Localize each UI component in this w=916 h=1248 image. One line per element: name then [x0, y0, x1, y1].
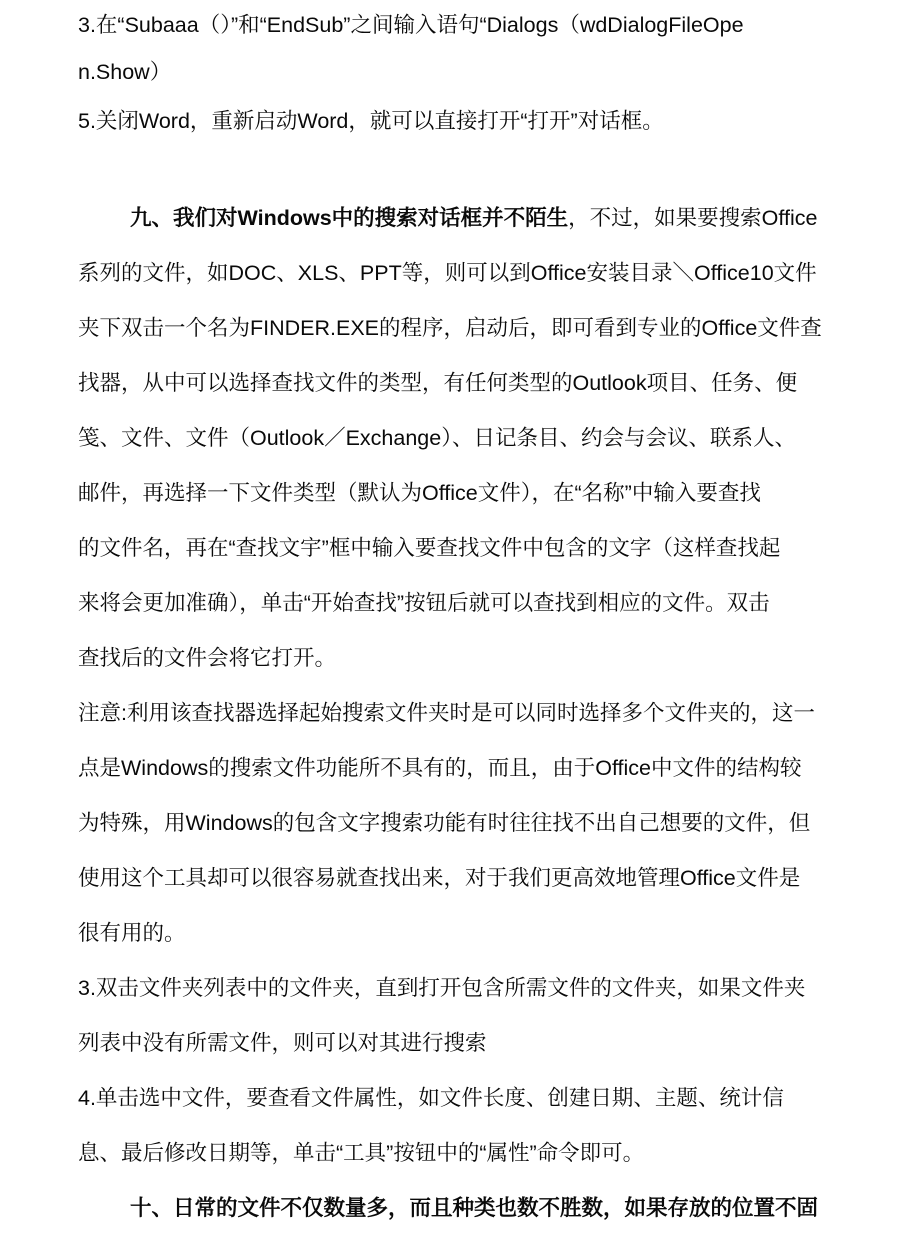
- text-line: 邮件，再选择一下文件类型（默认为Office文件），在“名称”中输入要查找: [78, 481, 761, 505]
- text-line: 系列的文件，如DOC、XLS、PPT等，则可以到Office安装目录＼Office10文件: [78, 261, 817, 285]
- section-nine-heading-line: [78, 191, 844, 246]
- paragraph-gap: [78, 145, 844, 191]
- text-line: 5.关闭Word，重新启动Word，就可以直接打开“打开”对话框。: [78, 109, 664, 133]
- text-line: 使用这个工具却可以很容易就查找出来，对于我们更高效地管理Office文件是: [78, 866, 801, 890]
- text-line: 笺、文件、文件（Outlook／Exchange）、日记条目、约会与会议、联系人、: [78, 426, 796, 450]
- paragraph-item4-file-properties: [78, 1071, 844, 1181]
- text-line: 很有用的。: [78, 921, 186, 945]
- text-line: 注意:利用该查找器选择起始搜索文件夹时是可以同时选择多个文件夹的，这一: [78, 701, 815, 725]
- paragraph-note-finder: [78, 686, 844, 961]
- section-nine-heading-bold: 九、我们对Windows中的搜索对话框并不陌生: [130, 206, 569, 230]
- document-body: [78, 0, 844, 1236]
- text-line: 查找后的文件会将它打开。: [78, 646, 337, 670]
- paragraph-section-nine: [78, 191, 844, 686]
- text-line: n.Show）: [78, 60, 172, 84]
- text-line: 的文件名，再在“查找文宇”框中输入要查找文件中包含的文字（这样查找起: [78, 536, 781, 560]
- text-line: 来将会更加准确），单击“开始查找”按钮后就可以查找到相应的文件。双击: [78, 591, 770, 615]
- text-line: 4.单击选中文件，要查看文件属性，如文件长度、创建日期、主题、统计信: [78, 1086, 784, 1110]
- text-line: 找器，从中可以选择查找文件的类型，有任何类型的Outlook项目、任务、便: [78, 371, 798, 395]
- paragraph-item3-dialogs: [78, 2, 844, 96]
- text-line: 夹下双击一个名为FINDER.EXE的程序，启动后，即可看到专业的Office文件查: [78, 316, 822, 340]
- text-line: 为特殊，用Windows的包含文字搜索功能有时往往找不出自己想要的文件，但: [78, 811, 811, 835]
- text-line: 息、最后修改日期等，单击“工具”按钮中的“属性”命令即可。: [78, 1141, 645, 1165]
- paragraph-item5-close-word: [78, 98, 844, 145]
- text-line: 列表中没有所需文件，则可以对其进行搜索: [78, 1031, 487, 1055]
- paragraph-section-ten: [78, 1181, 844, 1236]
- text-line: 点是Windows的搜索文件功能所不具有的，而且，由于Office中文件的结构较: [78, 756, 802, 780]
- section-nine-heading-rest: ，不过，如果要搜索Office: [568, 206, 818, 230]
- section-ten-heading-line: 十、日常的文件不仅数量多，而且种类也数不胜数，如果存放的位置不固: [130, 1196, 819, 1220]
- paragraph-item3-folder-list: [78, 961, 844, 1071]
- text-line: 3.在“Subaaa（）”和“EndSub”之间输入语句“Dialogs（wdDialogFileOpe: [78, 13, 744, 37]
- text-line: 3.双击文件夹列表中的文件夹，直到打开包含所需文件的文件夹，如果文件夹: [78, 976, 806, 1000]
